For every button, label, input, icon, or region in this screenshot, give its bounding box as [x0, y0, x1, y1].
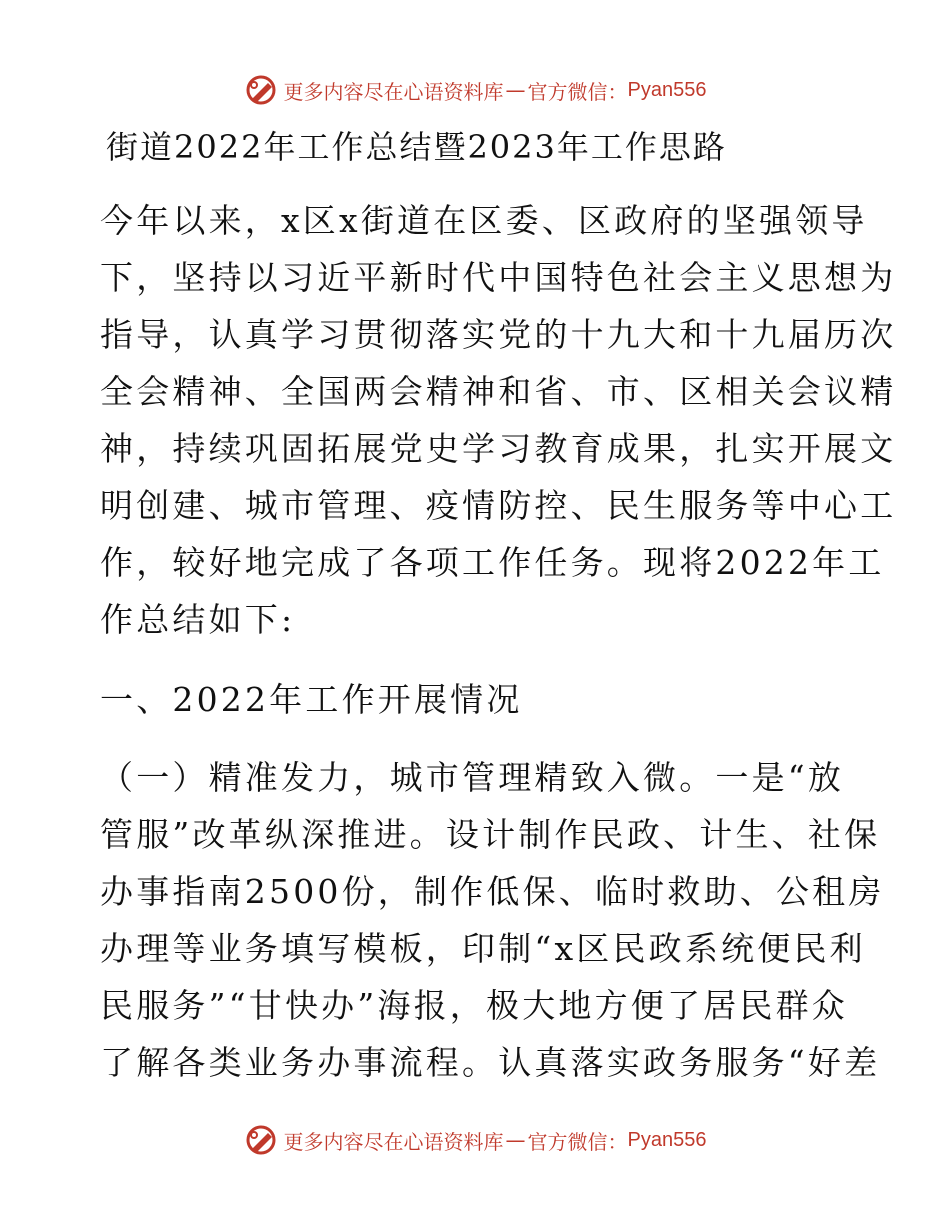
watermark-wechat-id: Pyan556: [627, 78, 707, 101]
body-line: 办理等业务填写模板，印制“x区民政系统便民利: [100, 929, 866, 968]
body-line: 指导，认真学习贯彻落实党的十九大和十九届历次: [100, 315, 897, 354]
watermark-wechat-id: Pyan556: [627, 1128, 707, 1151]
body-line: 办事指南2500份，制作低保、临时救助、公租房: [100, 872, 885, 911]
watermark-dash: —: [505, 78, 526, 102]
watermark-contact-label: 官方微信：: [527, 1129, 628, 1154]
body-line: 民服务”“甘快办”海报，极大地方便了居民群众: [100, 986, 849, 1025]
body-line: 作总结如下:: [100, 600, 296, 639]
watermark-main-text: 更多内容尽在心语资料库: [283, 79, 504, 104]
body-line: 下，坚持以习近平新时代中国特色社会主义思想为: [100, 258, 897, 297]
body-line: 作，较好地完成了各项工作任务。现将2022年工: [100, 543, 885, 582]
body-line: 神，持续巩固拓展党史学习教育成果，扎实开展文: [100, 429, 897, 468]
pen-logo-icon: [244, 1123, 278, 1157]
watermark-contact-label: 官方微信：: [527, 79, 628, 104]
body-line: 今年以来，x区x街道在区委、区政府的坚强领导: [100, 201, 868, 240]
header-watermark: [0, 70, 950, 110]
body-line: （一）精准发力，城市管理精致入微。一是“放: [100, 758, 845, 797]
footer-watermark: [0, 1120, 950, 1160]
body-line: 明创建、城市管理、疫情防控、民生服务等中心工: [100, 486, 897, 525]
watermark-main-text: 更多内容尽在心语资料库: [283, 1129, 504, 1154]
document-title: 街道2022年工作总结暨2023年工作思路: [106, 128, 727, 166]
body-line: 管服”改革纵深推进。设计制作民政、计生、社保: [100, 815, 881, 854]
pen-logo-icon: [244, 73, 278, 107]
watermark-dash: —: [505, 1128, 526, 1152]
section-heading: 一、2022年工作开展情况: [100, 680, 523, 719]
body-line: 全会精神、全国两会精神和省、市、区相关会议精: [100, 372, 897, 411]
body-line: 了解各类业务办事流程。认真落实政务服务“好差: [100, 1043, 881, 1082]
